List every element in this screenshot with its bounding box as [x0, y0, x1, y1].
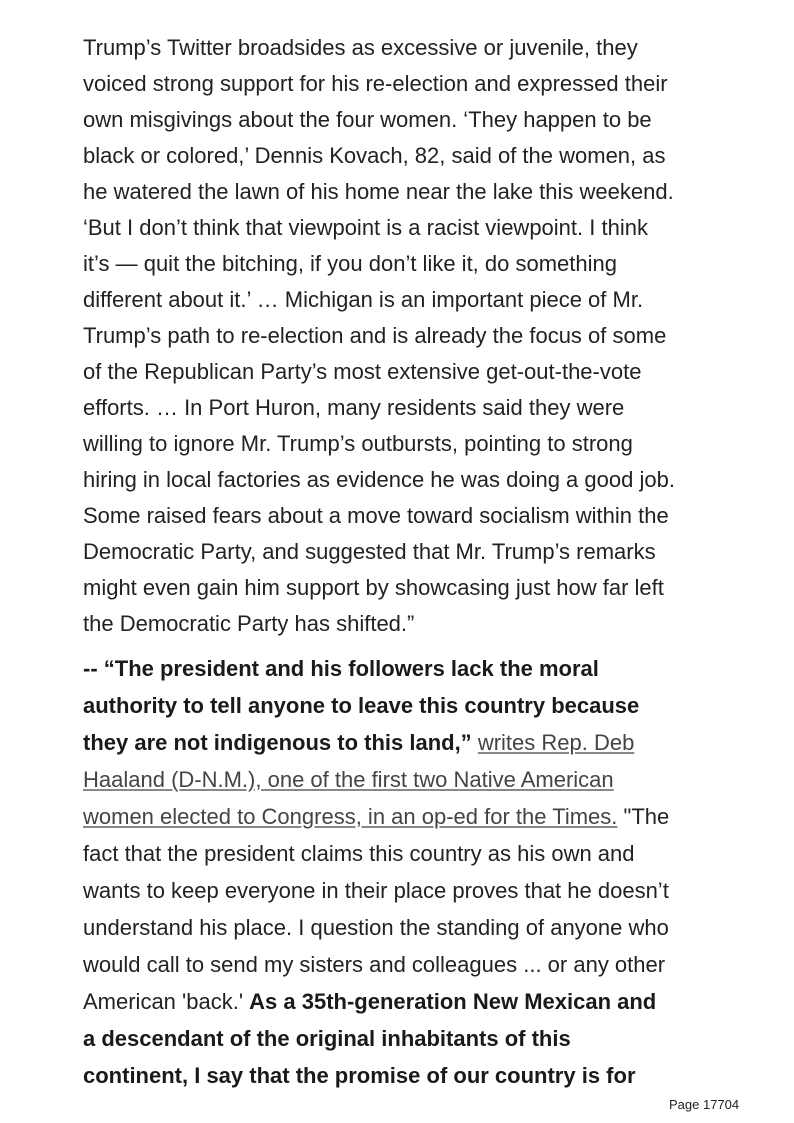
bold-quote: they are not indigenous to this land,”	[83, 730, 472, 755]
text-line: ‘But I don’t think that viewpoint is a racist viewpoint. I think	[83, 215, 648, 240]
text-line: Trump’s Twitter broadsides as excessive or juvenile, they	[83, 35, 638, 60]
bold-quote: a descendant of the original inhabitants of this	[83, 1026, 571, 1051]
text-line: black or colored,’ Dennis Kovach, 82, said of the women, as	[83, 143, 666, 168]
text-line: understand his place. I question the standing of anyone who	[83, 915, 669, 940]
text-line: own misgivings about the four women. ‘They happen to be	[83, 107, 652, 132]
text-line	[83, 1020, 669, 1057]
text-line: might even gain him support by showcasing just how far left	[83, 575, 664, 600]
article-paragraph	[83, 30, 675, 642]
op-ed-link[interactable]: Haaland (D-N.M.), one of the first two Native American	[83, 767, 614, 792]
text-line: efforts. … In Port Huron, many residents said they were	[83, 395, 625, 420]
text-line	[83, 798, 669, 835]
text-line	[83, 687, 669, 724]
text-line: hiring in local factories as evidence he was doing a good job.	[83, 467, 675, 492]
text-line	[83, 983, 669, 1020]
text-line	[83, 650, 669, 687]
text-line: voiced strong support for his re-election and expressed their	[83, 71, 668, 96]
text-line: willing to ignore Mr. Trump’s outbursts, pointing to strong	[83, 431, 633, 456]
text-line: Some raised fears about a move toward socialism within the	[83, 503, 669, 528]
op-ed-link[interactable]: writes Rep. Deb	[477, 730, 635, 755]
text-line: Democratic Party, and suggested that Mr. Trump’s remarks	[83, 539, 656, 564]
quote-paragraph	[83, 650, 669, 1094]
text-line	[83, 724, 669, 761]
text-line: it’s — quit the bitching, if you don’t like it, do something	[83, 251, 617, 276]
bold-quote: -- “The president and his followers lack the moral	[83, 656, 599, 681]
text-line: different about it.’ … Michigan is an important piece of Mr.	[83, 287, 644, 312]
text-line	[83, 761, 669, 798]
bold-quote: continent, I say that the promise of our country is for	[83, 1063, 636, 1088]
text-line: fact that the president claims this country as his own and	[83, 841, 635, 866]
text-line: Trump’s path to re-election and is already the focus of some	[83, 323, 667, 348]
text-line: the Democratic Party has shifted.”	[83, 611, 415, 636]
text-segment: "The	[623, 804, 670, 829]
text-line: wants to keep everyone in their place proves that he doesn’t	[83, 878, 669, 903]
text-line: he watered the lawn of his home near the lake this weekend.	[83, 179, 674, 204]
op-ed-link[interactable]: women elected to Congress, in an op-ed for the Times.	[83, 804, 618, 829]
bold-quote: As a 35th-generation New Mexican and	[249, 989, 657, 1014]
text-line	[83, 1057, 669, 1094]
text-line: of the Republican Party’s most extensive get-out-the-vote	[83, 359, 642, 384]
text-segment: American 'back.'	[83, 989, 244, 1014]
text-line: would call to send my sisters and colleagues ... or any other	[83, 952, 666, 977]
page-number: Page 17704	[669, 1097, 740, 1112]
bold-quote: authority to tell anyone to leave this country because	[83, 693, 640, 718]
